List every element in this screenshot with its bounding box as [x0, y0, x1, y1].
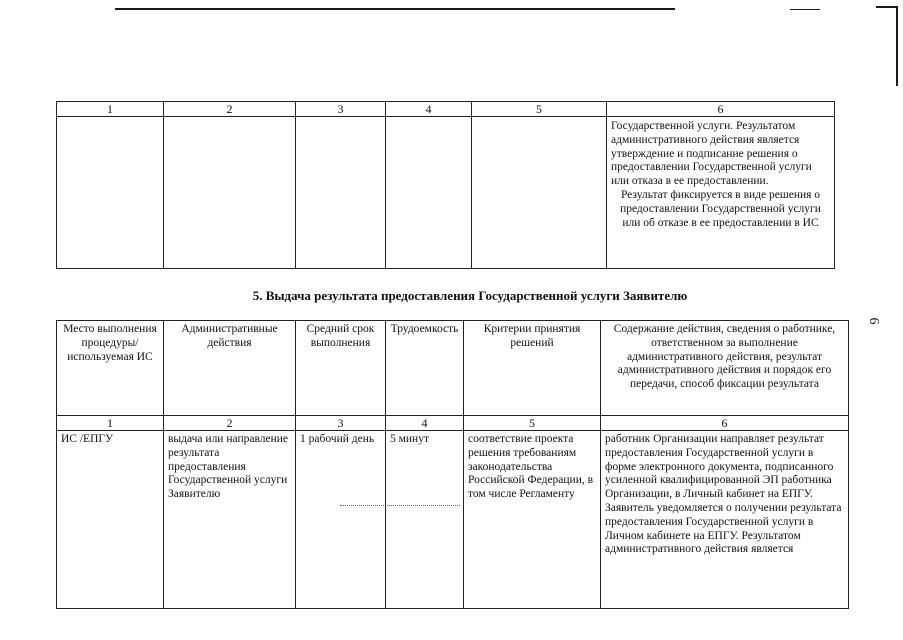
col-number: 5	[464, 416, 601, 431]
col-number: 1	[57, 416, 164, 431]
content-text: Государственной услуги. Результатом административного действия является утверждение и подписание решения о предоставлении Государственной услуги или отказа в ее предоставлении.	[611, 120, 812, 188]
cell-term: 1 рабочий день	[296, 431, 386, 609]
table-continuation	[56, 101, 835, 269]
table-header-row	[57, 321, 849, 416]
table-row	[57, 431, 849, 609]
content-text-continued: Заявитель уведомляется о получении результата предоставления Государственной услуги в Личном кабинете на ЕПГУ. Результатом административного действия является	[605, 501, 842, 556]
table-cell	[57, 117, 164, 269]
scan-artifact-top	[115, 8, 675, 10]
col-number: 3	[296, 416, 386, 431]
col-number: 6	[607, 102, 835, 117]
col-number: 3	[296, 102, 386, 117]
col-number: 5	[472, 102, 607, 117]
col-number: 2	[164, 102, 296, 117]
header-place: Место выполнения процедуры/ используемая ИС	[57, 321, 164, 416]
content-text-result: Результат фиксируется в виде решения о предоставлении Государственной услуги или об отказе в ее предоставлении в ИС	[620, 188, 821, 229]
table-cell	[164, 117, 296, 269]
cell-content	[601, 431, 849, 609]
header-action: Административные действия	[164, 321, 296, 416]
table-number-row	[57, 102, 835, 117]
page-number: 6	[866, 317, 881, 325]
section-title: 5. Выдача результата предоставления Государственной услуги Заявителю	[252, 288, 688, 303]
content-text: работник Организации направляет результат предоставления Государственной услуги в форме электронного документа, подписанного усиленной квалифицированной ЭП работника Организации, в Личный кабинет на ЕПГУ.	[605, 433, 834, 501]
scan-artifact-edge	[896, 6, 898, 86]
table-row	[57, 117, 835, 269]
cell-criteria: соответствие проекта решения требованиям законодательства Российской Федерации, в том числе Регламенту	[464, 431, 601, 609]
col-number: 4	[386, 416, 464, 431]
col-number: 1	[57, 102, 164, 117]
scan-artifact-corner	[876, 6, 898, 8]
header-content: Содержание действия, сведения о работнике, ответственном за выполнение административного действия, результат административного действия и порядок его передачи, способ фиксации результата	[601, 321, 849, 416]
table-cell	[472, 117, 607, 269]
cell-place: ИС /ЕПГУ	[57, 431, 164, 609]
table-cell	[296, 117, 386, 269]
table-cell-content	[607, 117, 835, 269]
table-cell	[386, 117, 472, 269]
cell-labor: 5 минут	[386, 431, 464, 609]
col-number: 4	[386, 102, 472, 117]
cell-action: выдача или направление результата предоставления Государственной услуги Заявителю	[164, 431, 296, 609]
col-number: 6	[601, 416, 849, 431]
header-term: Средний срок выполнения	[296, 321, 386, 416]
scan-artifact-top-right	[790, 9, 820, 10]
scan-dotted-artifact	[340, 505, 460, 506]
col-number: 2	[164, 416, 296, 431]
table-procedure	[56, 320, 849, 609]
header-labor: Трудоемкость	[386, 321, 464, 416]
header-criteria: Критерии принятия решений	[464, 321, 601, 416]
table-number-row	[57, 416, 849, 431]
